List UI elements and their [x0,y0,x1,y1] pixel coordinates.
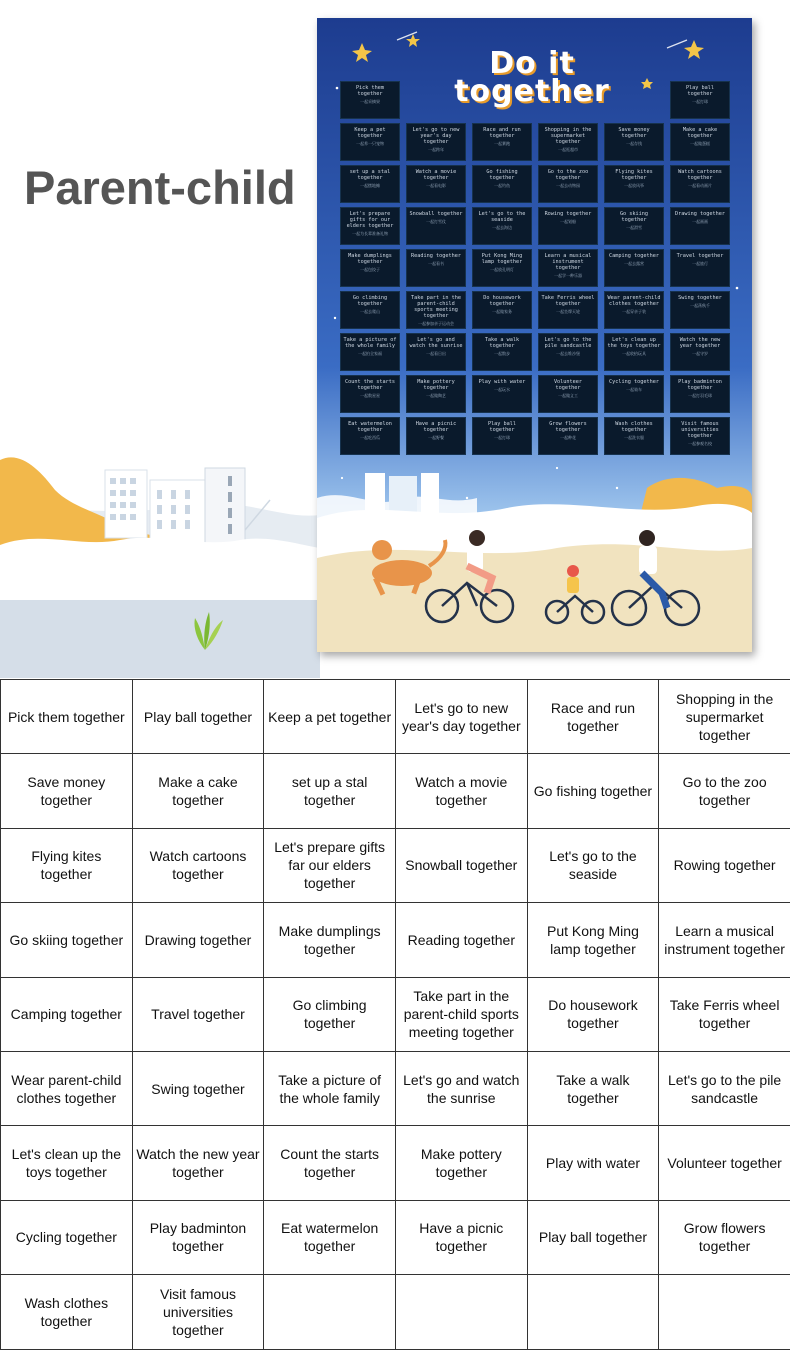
poster-item-chinese: 一起去爬山 [360,309,380,314]
poster-checklist-item [670,81,730,119]
poster-item-english: Wash clothes together [615,421,653,433]
poster-item-english: Do housework together [483,295,521,307]
poster-checklist-item [472,291,532,329]
poster-checklist-item [406,333,466,371]
poster-checklist-item [340,291,400,329]
activity-cell: Wear parent-child clothes together [1,1051,133,1125]
poster-item-chinese: 一起赛跑 [494,141,510,146]
poster-checklist-item [604,207,664,245]
poster-item-english: Make pottery together [417,379,455,391]
empty-cell [527,1275,659,1349]
poster-item-english: Grow flowers together [549,421,587,433]
poster-checklist-item [538,333,598,371]
product-banner [0,0,790,678]
poster-title-line-2: together [454,74,610,109]
activity-cell: Snowball together [395,828,527,902]
activity-cell: Go skiing together [1,903,133,977]
poster-item-chinese: 一起荡秋千 [690,303,710,308]
activity-cell: Make dumplings together [264,903,396,977]
poster-checklist-item [670,249,730,287]
poster-checklist-item [670,165,730,203]
poster-item-chinese: 一起画画 [692,219,708,224]
poster-checklist-item [538,123,598,161]
poster-item-english: Snowball together [409,211,463,217]
poster-item-english: Make a cake together [682,127,718,139]
poster-checklist-item [670,333,730,371]
poster-item-chinese: 一起打羽毛球 [688,393,712,398]
poster-item-english: Play badminton together [678,379,722,391]
poster-item-chinese: 一起野餐 [428,435,444,440]
poster-item-english: Let's go to new year's day together [412,127,460,145]
poster-item-english: Let's clean up the toys together [607,337,661,349]
poster-item-chinese: 一起参观名校 [688,441,712,446]
activity-cell: Make a cake together [132,754,264,828]
empty-cell [395,1275,527,1349]
poster-item-chinese: 一起拍全家福 [358,351,382,356]
poster-checklist-item [406,375,466,413]
poster-item-english: Watch the new year together [679,337,721,349]
poster-checklist-item [472,375,532,413]
activity-cell: Reading together [395,903,527,977]
poster-item-chinese: 一起散步 [494,351,510,356]
poster-checklist-item [472,417,532,455]
poster-item-english: Learn a musical instrument together [544,253,592,271]
poster-checklist-item [340,417,400,455]
poster-item-english: Take a walk together [484,337,520,349]
poster-item-english: Pick them together [355,85,385,97]
poster-item-english: Save money together [618,127,650,139]
activity-cell: Keep a pet together [264,680,396,754]
poster-checklist-item [406,165,466,203]
activity-cell: Grow flowers together [659,1200,790,1274]
activity-cell: Go to the zoo together [659,754,790,828]
poster-item-chinese: 一起钓鱼 [494,183,510,188]
poster-item-english: Go climbing together [352,295,388,307]
activity-cell: Volunteer together [659,1126,790,1200]
poster-item-chinese: 一起划船 [560,219,576,224]
poster-checklist-item [340,333,400,371]
poster-item-chinese: 一起看日出 [426,351,446,356]
activity-cell: Watch the new year together [132,1126,264,1200]
poster-item-english: Watch a movie together [415,169,457,181]
poster-item-chinese: 一起收拾玩具 [622,351,646,356]
poster-item-english: Take part in the parent-child sports meeting together [411,295,461,319]
poster-item-chinese: 一起看书 [428,261,444,266]
poster-checklist-item [670,417,730,455]
activity-cell: Watch a movie together [395,754,527,828]
poster-item-english: Watch cartoons together [678,169,722,181]
poster-item-english: Rowing together [544,211,592,217]
poster-item-chinese: 一起打雪仗 [426,219,446,224]
poster-item-chinese: 一起骑车 [626,387,642,392]
poster-item-chinese: 一起摆地摊 [360,183,380,188]
activity-cell: Rowing together [659,828,790,902]
activity-cell: Take a picture of the whole family [264,1051,396,1125]
activity-cell: Play badminton together [132,1200,264,1274]
poster-checklist-item [472,333,532,371]
activity-cell: Play with water [527,1126,659,1200]
page-heading: Parent-child [24,161,296,214]
poster-item-chinese: 一起做陶艺 [426,393,446,398]
poster-item-chinese: 一起存钱 [626,141,642,146]
poster-item-chinese: 一起吃西瓜 [360,435,380,440]
poster-checklist-item [538,165,598,203]
activity-cell: set up a stal together [264,754,396,828]
poster-checklist-item [340,249,400,287]
poster-item-chinese: 一起逛超市 [558,147,578,152]
poster-item-chinese: 一起采摘果 [360,99,380,104]
poster-item-chinese: 一起去海边 [492,225,512,230]
poster-item-english: Let's go to the seaside [478,211,526,223]
poster-item-chinese: 一起做蛋糕 [690,141,710,146]
activity-cell: Have a picnic together [395,1200,527,1274]
poster-item-english: Go fishing together [486,169,518,181]
poster-title [447,46,617,109]
poster-item-chinese: 一起学一种乐器 [554,273,582,278]
activity-cell: Let's prepare gifts far our elders together [264,828,396,902]
poster-item-english: Take Ferris wheel together [541,295,595,307]
poster-item-english: Count the starts together [345,379,395,391]
poster-item-chinese: 一起养一只宠物 [356,141,384,146]
poster-item-chinese: 一起去堆沙堡 [556,351,580,356]
poster-item-chinese: 一起守岁 [692,351,708,356]
poster-checklist-item [406,123,466,161]
poster-item-english: Let's go and watch the sunrise [409,337,463,349]
activity-cell: Cycling together [1,1200,133,1274]
poster-item-chinese: 一起看动画片 [688,183,712,188]
activity-cell: Race and run together [527,680,659,754]
poster-checklist-item [670,207,730,245]
poster-item-english: Volunteer together [553,379,583,391]
poster-item-chinese: 一起旅行 [692,261,708,266]
activity-table [0,679,790,1350]
building-middle [150,480,205,546]
poster-checklist-item [538,375,598,413]
poster-item-chinese: 一起参加亲子运动会 [418,321,454,326]
activity-cell: Flying kites together [1,828,133,902]
poster-checklist-item [472,165,532,203]
poster-item-chinese: 一起去露营 [624,261,644,266]
table-row [1,977,790,1051]
poster-item-english: Reading together [411,253,461,259]
activity-cell: Play ball together [132,680,264,754]
poster-item-chinese: 一起坐摩天轮 [556,309,580,314]
activity-cell: Let's go and watch the sunrise [395,1051,527,1125]
poster-item-english: Race and run together [483,127,521,139]
activity-cell: Eat watermelon together [264,1200,396,1274]
poster-checklist-item [604,165,664,203]
poster-checklist-item [340,165,400,203]
activity-cell: Let's go to the seaside [527,828,659,902]
poster-item-english: Take a picture of the whole family [343,337,397,349]
table-row [1,680,790,754]
poster-item-english: Travel together [676,253,724,259]
poster-item-english: Keep a pet together [354,127,386,139]
poster-item-chinese: 一起玩水 [494,387,510,392]
poster-checklist-item [472,207,532,245]
poster-item-chinese: 一起做义工 [558,393,578,398]
poster-checklist-item [538,417,598,455]
poster-item-chinese: 一起做家务 [492,309,512,314]
activity-cell: Let's go to new year's day together [395,680,527,754]
activity-cell: Camping together [1,977,133,1051]
poster-checklist-item [472,249,532,287]
activity-cell: Put Kong Ming lamp together [527,903,659,977]
poster-checklist-item [538,291,598,329]
poster-item-english: Let's prepare gifts for our elders together [346,211,394,229]
poster-item-english: set up a stal together [349,169,391,181]
poster-item-english: Let's go to the pile sandcastle [544,337,592,349]
poster-item-chinese: 一起数星星 [360,393,380,398]
table-row [1,903,790,977]
activity-cell: Shopping in the supermarket together [659,680,790,754]
activity-cell: Learn a musical instrument together [659,903,790,977]
activity-cell: Play ball together [527,1200,659,1274]
poster-checklist-item [538,249,598,287]
activity-cell: Take a walk together [527,1051,659,1125]
poster-item-chinese: 一起种花 [560,435,576,440]
poster-checklist-item [340,81,400,119]
poster-checklist-item [604,417,664,455]
poster-item-chinese: 一起滑雪 [626,225,642,230]
activity-cell: Travel together [132,977,264,1051]
table-row [1,1051,790,1125]
poster-checklist-item [604,375,664,413]
building-right [205,468,245,548]
poster-item-english: Visit famous universities together [681,421,719,439]
table-row [1,1126,790,1200]
poster-item-chinese: 一起去动物园 [556,183,580,188]
activity-cell: Drawing together [132,903,264,977]
poster-item-english: Play ball together [487,421,517,433]
activity-cell: Wash clothes together [1,1275,133,1349]
empty-cell [659,1275,790,1349]
poster-checklist-item [340,207,400,245]
poster-item-english: Play with water [478,379,526,385]
poster-item-english: Drawing together [675,211,725,217]
poster-title-line-1: Do it [489,46,575,81]
table-row [1,754,790,828]
activity-cell: Take Ferris wheel together [659,977,790,1051]
poster-checklist-item [670,375,730,413]
activity-cell: Go fishing together [527,754,659,828]
poster-item-english: Go skiing together [619,211,649,223]
poster-checklist-item [472,123,532,161]
poster-item-chinese: 一起包饺子 [360,267,380,272]
poster-item-english: Go to the zoo together [547,169,589,181]
poster-item-chinese: 一起为长辈准备礼物 [352,231,388,236]
poster-checklist-item [538,207,598,245]
poster-item-english: Make dumplings together [348,253,392,265]
poster-item-english: Eat watermelon together [348,421,392,433]
poster-checklist-item [406,291,466,329]
poster-item-english: Wear parent-child clothes together [607,295,661,307]
activity-cell: Make pottery together [395,1126,527,1200]
poster-checklist-item [406,207,466,245]
poster-item-chinese: 一起看电影 [426,183,446,188]
activity-cell: Take part in the parent-child sports meeting together [395,977,527,1051]
poster-item-english: Have a picnic together [415,421,457,433]
activity-cell: Save money together [1,754,133,828]
poster-checklist-item [340,375,400,413]
poster-item-chinese: 一起打球 [494,435,510,440]
activity-cell: Visit famous universities together [132,1275,264,1349]
poster-item-chinese: 一起打球 [692,99,708,104]
building-left [105,470,147,538]
poster-checklist-item [340,123,400,161]
poster-checklist-item [670,291,730,329]
empty-cell [264,1275,396,1349]
poster-checklist-item [604,333,664,371]
activity-cell: Go climbing together [264,977,396,1051]
activity-cell: Let's clean up the toys together [1,1126,133,1200]
poster-item-english: Shopping in the supermarket together [544,127,592,145]
table-row [1,828,790,902]
poster-checklist-item [406,417,466,455]
poster-item-english: Play ball together [685,85,715,97]
poster-item-english: Cycling together [609,379,659,385]
poster-checklist-item [670,123,730,161]
poster-item-chinese: 一起穿亲子装 [622,309,646,314]
poster-item-english: Swing together [678,295,722,301]
activity-cell: Pick them together [1,680,133,754]
poster-checklist-item [604,249,664,287]
poster-item-english: Camping together [609,253,659,259]
table-row [1,1200,790,1274]
do-it-together-poster [317,18,752,652]
table-row [1,1275,790,1349]
activity-cell: Swing together [132,1051,264,1125]
poster-item-english: Flying kites together [615,169,653,181]
poster-item-english: Put Kong Ming lamp together [481,253,523,265]
activity-cell: Do housework together [527,977,659,1051]
activity-cell: Watch cartoons together [132,828,264,902]
poster-checklist-item [406,249,466,287]
poster-item-chinese: 一起跨年 [428,147,444,152]
poster-checklist-item [604,291,664,329]
poster-item-chinese: 一起放风筝 [624,183,644,188]
poster-checklist-item [604,123,664,161]
activity-cell: Let's go to the pile sandcastle [659,1051,790,1125]
poster-item-chinese: 一起放孔明灯 [490,267,514,272]
poster-item-chinese: 一起洗衣服 [624,435,644,440]
activity-cell: Count the starts together [264,1126,396,1200]
